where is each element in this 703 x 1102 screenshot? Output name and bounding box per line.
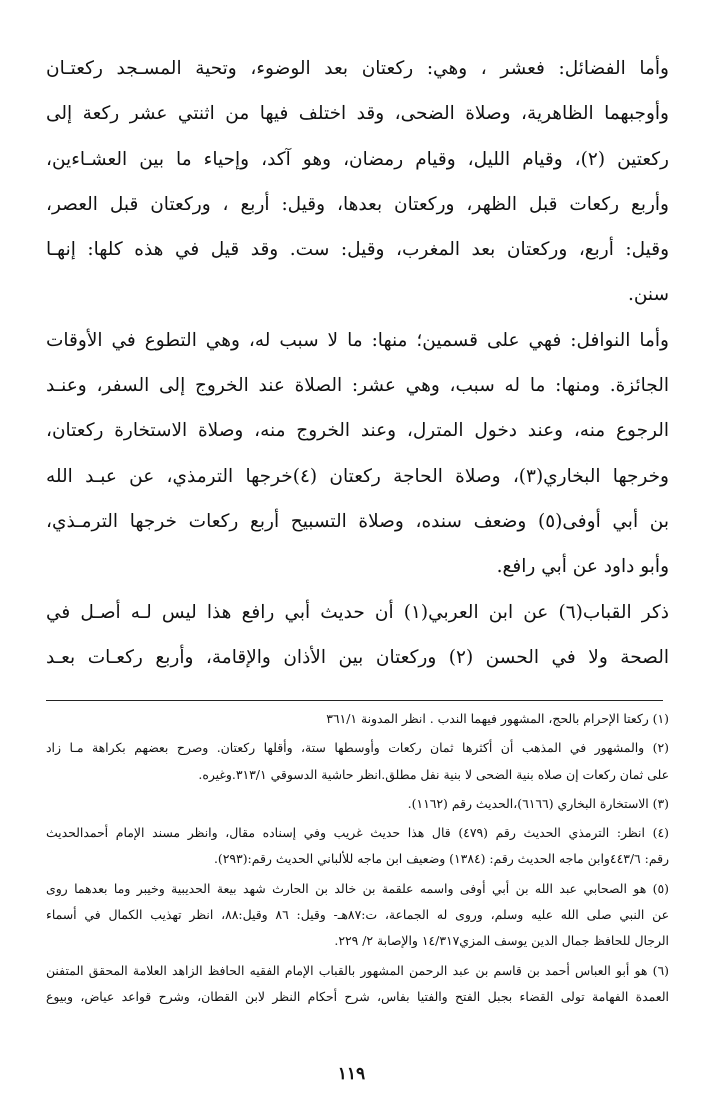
body-line: الصحة ولا في الحسن (٢) وركعتان بين الأذان والإقامة، وأربع ركعـات بعـد <box>46 646 669 668</box>
body-line: وأما النوافل: فهي على قسمين؛ منها: ما لا سبب له، وهي التطوع في الأوقات <box>46 329 669 351</box>
footnote-line: (٤) انظر: الترمذي الحديث رقم (٤٧٩) قال هذا حديث غريب وفي إسناده مقال، وانظر مسند الإمام أحمدالحديث <box>46 825 669 841</box>
footnote-line: العمدة الفهامة تولى القضاء بجبل الفتح والفتيا بفاس، شرح أحكام النظر لابن القطان، وشرح قواعد عياض، وبيوع <box>46 988 669 1004</box>
body-line: وأربع ركعات قبل الظهر، وركعتان بعدها، وقيل: أربع ، وركعتان قبل العصر، <box>46 193 669 215</box>
body-line: وأما الفضائل: فعشر ، وهي: ركعتان بعد الوضوء، وتحية المسـجد ركعتـان <box>46 58 669 79</box>
body-line: وأبو داود عن أبي رافع. <box>496 556 669 578</box>
footnote-line: (٣) الاستخارة البخاري (٦١٦٦)،الحديث رقم (١١٦٢). <box>407 795 669 811</box>
footnote-line: (٥) هو الصحابي عبد الله بن أبي أوفى واسمه علقمة بن خالد بن الحارث شهد بيعة الحديبية وخيبر وما بعدهما روى <box>46 880 669 896</box>
footnote-line: الرجال للحافظ جمال الدين يوسف المزي١٤/٣١٧ والإصابة ٢/ ٢٢٩. <box>334 933 669 949</box>
page-number: ١١٩ <box>337 1064 366 1084</box>
footnote-line: رقم: ٤٤٣/٦وابن ماجه الحديث رقم: (١٣٨٤) وضعيف ابن ماجه للألباني الحديث رقم:(٢٩٣). <box>213 851 669 867</box>
body-line: وقيل: أربع، وركعتان بعد المغرب، وقيل: ست. وقد قيل في هذه كلها: إنهـا <box>46 239 669 261</box>
footnote-line: عن النبي صلى الله عليه وسلم، وروى له الجماعة، ت:٨٧هـ- وقيل: ٨٦ وقيل:٨٨، انظر تهذيب الكمال في أسماء <box>46 907 669 923</box>
footnote-line: على ثمان ركعات إن صلاه بنية الضحى لا بنية نفل مطلق.انظر حاشية الدسوقي ٣١٣/١.وغيره. <box>198 766 669 782</box>
body-line: الرجوع منه، وعند دخول المترل، وعند الخروج منه، وصلاة الاستخارة ركعتان، <box>46 420 669 442</box>
main-text <box>46 46 669 680</box>
footnote-divider <box>46 700 663 701</box>
footnote-line: (١) ركعتا الإحرام بالحج، المشهور فيهما الندب . انظر المدونة ٣٦١/١ <box>326 711 669 726</box>
footnote-line: (٦) هو أبو العباس أحمد بن قاسم بن عبد الرحمن المشهور بالقباب الإمام الفقيه الحافظ الزاهد العلامة المحقق المتفنن <box>46 962 669 978</box>
footnote-line: (٢) والمشهور في المذهب أن أكثرها ثمان ركعات وأوسطها ستة، وأقلها ركعتان. وصرح بعضهم بكراهة مـا زاد <box>46 740 669 756</box>
body-line: وأوجبهما الظاهرية، وصلاة الضحى، وقد اختلف فيها من اثنتي عشر ركعة إلى <box>46 103 669 125</box>
body-line: ركعتين (٢)، وقيام الليل، وقيام رمضان، وهو آكد، وإحياء ما بين العشـاءين، <box>46 148 669 170</box>
footnotes <box>46 706 669 1010</box>
body-line: وخرجها البخاري(٣)، وصلاة الحاجة ركعتان (٤)خرجها الترمذي، عن عبـد الله <box>46 465 669 487</box>
body-line: ذكر القباب(٦) عن ابن العربي(١) أن حديث أبي رافع هذا ليس لـه أصـل في <box>46 601 669 623</box>
body-line: الجائزة. ومنها: ما له سبب، وهي عشر: الصلاة عند الخروج إلى السفر، وعنـد <box>46 375 669 397</box>
body-line: سنن. <box>627 284 669 306</box>
body-line: بن أبي أوفى(٥) وضعف سنده، وصلاة التسبيح أربع ركعات خرجها الترمـذي، <box>46 510 669 532</box>
